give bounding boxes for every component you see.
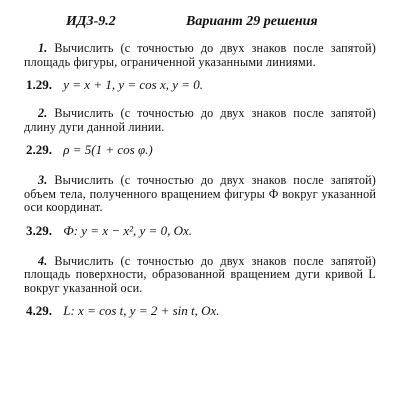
task-statement [24, 255, 376, 296]
variant-number: 1.29. [26, 77, 52, 92]
variant-formula: Ф: y = x − x², y = 0, Ox. [63, 222, 192, 238]
variant-formula: ρ = 5(1 + cos φ.) [63, 142, 153, 157]
variant-number: 3.29. [26, 222, 52, 238]
variant-line [24, 77, 376, 93]
variant-line [24, 303, 376, 319]
variant-formula: L: x = cos t, y = 2 + sin t, Ox. [63, 303, 220, 318]
task-4 [24, 255, 376, 320]
variant-number: 4.29. [26, 303, 52, 318]
task-statement [24, 42, 376, 69]
task-text: Вычислить (с точностью до двух знаков после запятой) длину дуги данной линии. [24, 106, 376, 134]
task-text: Вычислить (с точностью до двух знаков после запятой) площадь фигуры, ограниченной указанными линиями. [24, 41, 376, 69]
variant-line [24, 223, 376, 239]
variant-line [24, 142, 376, 158]
task-text: Вычислить (с точностью до двух знаков после запятой) объем тела, полученного вращением фигуры Ф вокруг указанной оси координат. [24, 173, 376, 214]
task-2 [24, 107, 376, 158]
assignment-code: ИДЗ-9.2 [66, 14, 116, 29]
task-number: 1. [38, 41, 48, 55]
task-1 [24, 42, 376, 93]
task-statement [24, 174, 376, 215]
variant-number: 2.29. [26, 142, 52, 157]
document-header [66, 14, 376, 30]
task-number: 2. [38, 106, 48, 120]
variant-title: Вариант 29 решения [186, 14, 318, 29]
task-text: Вычислить (с точностью до двух знаков после запятой) площадь поверхности, образованной вращением дуги кривой L вокруг указанной оси. [24, 253, 376, 295]
task-number: 4. [38, 253, 48, 268]
variant-formula: y = x + 1, y = cos x, y = 0. [63, 77, 204, 92]
task-number: 3. [38, 173, 48, 187]
task-statement [24, 107, 376, 134]
task-3 [24, 174, 376, 239]
